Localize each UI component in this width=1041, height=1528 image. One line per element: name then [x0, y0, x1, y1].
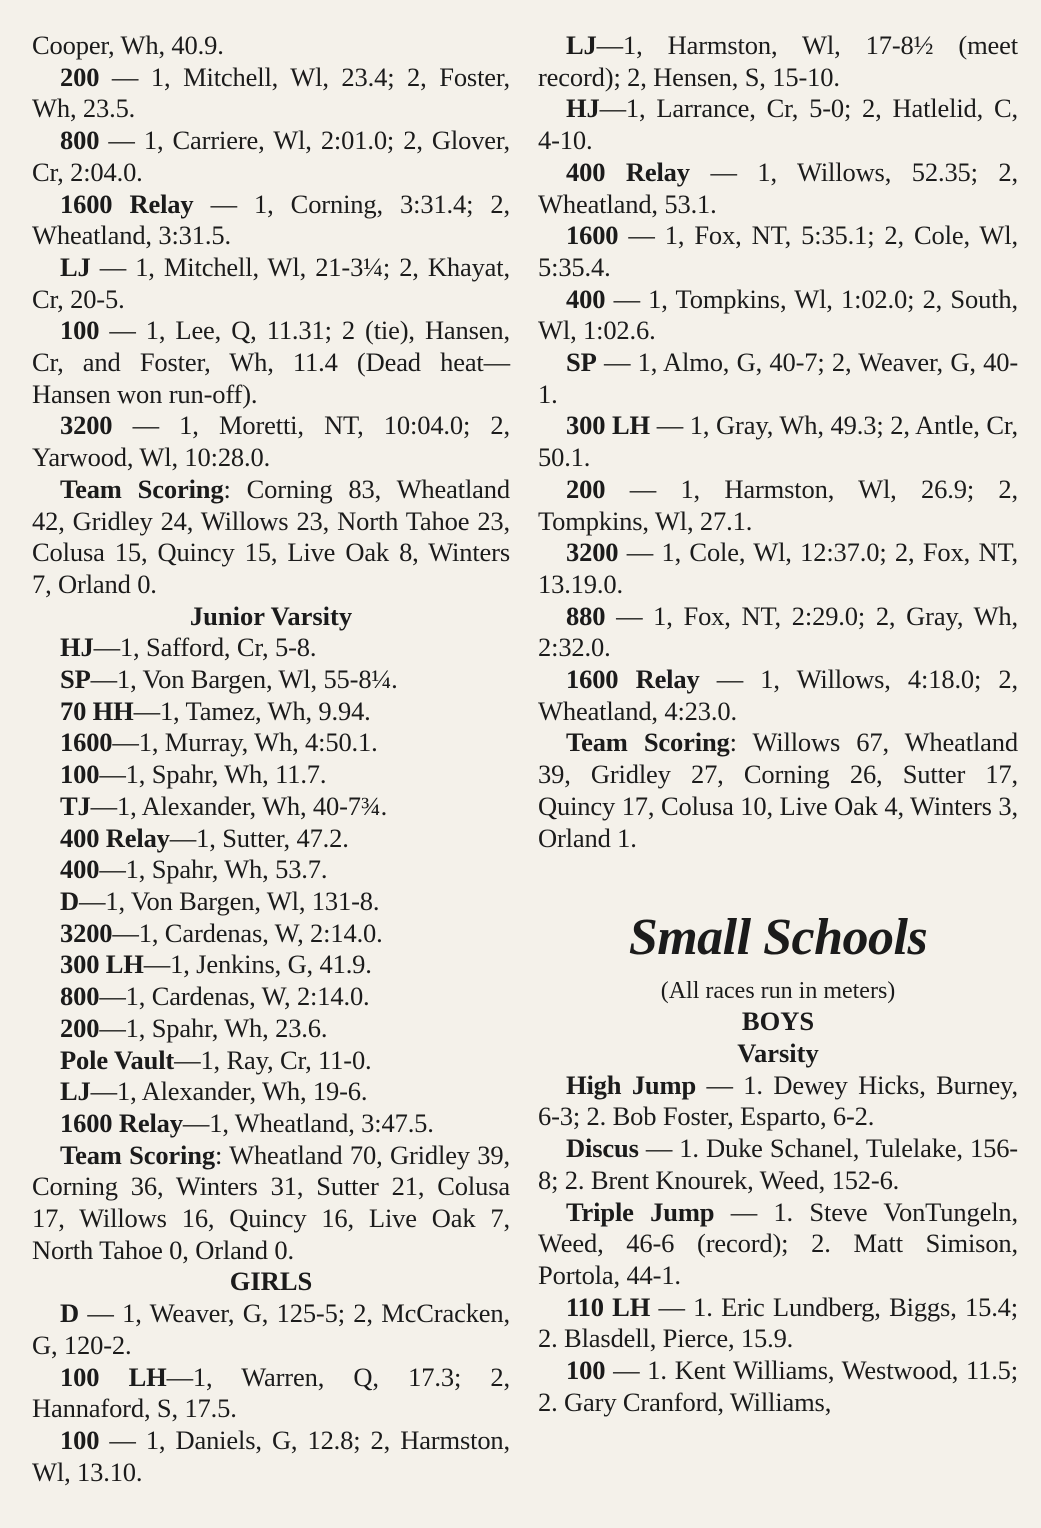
event-label: 200 — [60, 61, 100, 92]
result-text: — 1, Daniels, G, 12.8; 2, Harmston, Wl, 13.10. — [32, 1424, 510, 1487]
result-text: — 1, Fox, NT, 2:29.0; 2, Gray, Wh, 2:32.0. — [538, 600, 1018, 663]
event-label: High Jump — [566, 1069, 697, 1100]
event-label: 100 — [60, 759, 100, 790]
result-text: — 1, Moretti, NT, 10:04.0; 2, Yarwood, Wl, 10:28.0. — [32, 410, 510, 473]
result-entry-200 — [538, 474, 1018, 537]
event-label: HJ — [60, 632, 94, 663]
result-entry-1600 — [32, 727, 510, 759]
event-label: D — [60, 1298, 79, 1329]
result-entry-high-jump — [538, 1070, 1018, 1133]
event-label: Team Scoring — [60, 1139, 215, 1170]
event-label: 70 HH — [60, 695, 134, 726]
result-entry-400-relay — [32, 823, 510, 855]
event-label: 100 — [60, 315, 100, 346]
result-text: — 1. Steve VonTungeln, Weed, 46-6 (record); 2. Matt Simison, Portola, 44-1. — [538, 1196, 1018, 1290]
event-label: 200 — [60, 1012, 100, 1043]
event-label: 110 LH — [566, 1291, 651, 1322]
event-label: 100 — [566, 1355, 606, 1386]
result-text: —1, Ray, Cr, 11-0. — [174, 1044, 372, 1075]
event-label: SP — [60, 664, 91, 695]
result-entry-3200 — [538, 537, 1018, 600]
event-label: 800 — [60, 125, 100, 156]
result-entry-110-lh — [538, 1292, 1018, 1355]
result-entry-300-lh — [32, 949, 510, 981]
event-label: SP — [566, 347, 597, 378]
event-label: Discus — [566, 1133, 639, 1164]
result-text: — 1, Gray, Wh, 49.3; 2, Antle, Cr, 50.1. — [538, 410, 1018, 473]
result-text: — 1, Lee, Q, 11.31; 2 (tie), Hansen, Cr, and Foster, Wh, 11.4 (Dead heat—Hansen won run-off). — [32, 315, 510, 409]
result-entry-d — [32, 886, 510, 918]
event-label: 800 — [60, 981, 100, 1012]
result-text: — 1. Duke Schanel, Tulelake, 156-8; 2. Brent Knourek, Weed, 152-6. — [538, 1133, 1018, 1195]
result-text: —1, Tamez, Wh, 9.94. — [133, 695, 371, 726]
event-label: 3200 — [566, 537, 619, 568]
event-label: LJ — [60, 1076, 91, 1107]
event-label: 100 — [60, 1424, 100, 1455]
section-heading: Varsity — [737, 1037, 819, 1068]
result-text: —1, Von Bargen, Wl, 55-8¼. — [90, 664, 398, 695]
result-text: —1, Safford, Cr, 5-8. — [93, 632, 317, 663]
event-label: 400 Relay — [60, 822, 170, 853]
result-entry-tj — [32, 791, 510, 823]
result-entry-100 — [32, 1425, 510, 1488]
section-heading: Junior Varsity — [189, 600, 353, 631]
event-label: 1600 Relay — [60, 1107, 183, 1138]
event-label: 300 LH — [60, 949, 144, 980]
result-entry-lj — [32, 1076, 510, 1108]
result-entry-300-lh — [538, 410, 1018, 473]
result-entry-400 — [32, 854, 510, 886]
result-entry-hj — [32, 632, 510, 664]
result-entry-d — [32, 1298, 510, 1361]
result-text: —1, Jenkins, G, 41.9. — [143, 949, 372, 980]
result-text: : Wheatland 70, Gridley 39, Corning 36, Winters 31, Sutter 21, Colusa 17, Willows 16, Quincy 16, Live Oak 7, North Tahoe 0, Orland 0. — [32, 1139, 510, 1265]
result-entry-100 — [32, 759, 510, 791]
event-label: 400 — [60, 854, 100, 885]
result-entry-1600-relay — [32, 1108, 510, 1140]
result-entry-100 — [32, 315, 510, 410]
result-entry-3200 — [32, 918, 510, 950]
result-entry-lj — [32, 252, 510, 315]
result-entry-100 — [538, 1355, 1018, 1418]
result-entry-400-relay — [538, 157, 1018, 220]
result-text: — 1, Weaver, G, 125-5; 2, McCracken, G, 120-2. — [32, 1298, 510, 1360]
event-label: 880 — [566, 600, 606, 631]
result-entry-team-scoring — [32, 474, 510, 601]
result-text: — 1, Fox, NT, 5:35.1; 2, Cole, Wl, 5:35.4. — [538, 220, 1018, 282]
result-text: —1, Cardenas, W, 2:14.0. — [99, 981, 370, 1012]
event-label: 3200 — [60, 410, 113, 441]
event-label: D — [60, 885, 79, 916]
result-entry-800 — [32, 125, 510, 188]
event-label: 1600 — [566, 220, 619, 251]
result-text: — 1, Harmston, Wl, 26.9; 2, Tompkins, Wl, 27.1. — [538, 473, 1018, 536]
result-entry-400 — [538, 284, 1018, 347]
left-column — [32, 30, 510, 1488]
result-text: — 1, Almo, G, 40-7; 2, Weaver, G, 40-1. — [538, 347, 1018, 409]
result-text: —1, Warren, Q, 17.3; 2, Hannaford, S, 17.5. — [32, 1361, 510, 1424]
event-label: 100 LH — [60, 1361, 167, 1392]
section-heading: GIRLS — [229, 1266, 313, 1297]
result-text: : Corning 83, Wheatland 42, Gridley 24, Willows 23, North Tahoe 23, Colusa 15, Quincy 15, Live Oak 8, Winters 7, Orland 0. — [32, 473, 510, 599]
result-entry-70-hh — [32, 696, 510, 728]
result-text: : Willows 67, Wheatland 39, Gridley 27, Corning 26, Sutter 17, Quincy 17, Colusa 10, Live Oak 4, Winters 3, Orland 1. — [538, 727, 1018, 853]
event-label: 200 — [566, 473, 606, 504]
result-text: — 1, Corning, 3:31.4; 2, Wheatland, 3:31.5. — [32, 188, 510, 251]
result-entry-team-scoring — [32, 1140, 510, 1267]
right-column — [538, 30, 1018, 1418]
section-note: (All races run in meters) — [660, 978, 896, 1005]
result-entry-1600 — [538, 220, 1018, 283]
result-text: —1, Larrance, Cr, 5-0; 2, Hatlelid, C, 4-10. — [538, 93, 1018, 156]
result-entry-200 — [32, 62, 510, 125]
result-entry-hj — [538, 93, 1018, 156]
result-text: — 1, Mitchell, Wl, 21-3¼; 2, Khayat, Cr, 20-5. — [32, 251, 510, 314]
result-text: —1, Spahr, Wh, 11.7. — [99, 759, 327, 790]
result-text: —1, Von Bargen, Wl, 131-8. — [79, 885, 380, 916]
event-label: Triple Jump — [566, 1196, 715, 1227]
result-text: — 1, Cole, Wl, 12:37.0; 2, Fox, NT, 13.19.0. — [538, 537, 1018, 599]
result-text: — 1, Mitchell, Wl, 23.4; 2, Foster, Wh, 23.5. — [32, 61, 510, 124]
result-text: —1, Wheatland, 3:47.5. — [182, 1107, 434, 1138]
result-entry-800 — [32, 981, 510, 1013]
result-entry-3200 — [32, 410, 510, 473]
result-entry-1600-relay — [32, 189, 510, 252]
event-label: Pole Vault — [60, 1044, 175, 1075]
result-entry-triple-jump — [538, 1197, 1018, 1292]
result-text: —1, Murray, Wh, 4:50.1. — [112, 727, 378, 758]
result-text: —1, Cardenas, W, 2:14.0. — [112, 917, 383, 948]
result-text: —1, Sutter, 47.2. — [169, 822, 349, 853]
result-text: — 1, Willows, 52.35; 2, Wheatland, 53.1. — [538, 156, 1018, 219]
result-text: —1, Spahr, Wh, 53.7. — [99, 854, 328, 885]
result-text: Cooper, Wh, 40.9. — [32, 30, 224, 60]
event-label: LJ — [60, 251, 91, 282]
result-entry — [32, 30, 510, 62]
result-text: —1, Harmston, Wl, 17-8½ (meet record); 2, Hensen, S, 15-10. — [538, 30, 1018, 92]
result-entry-sp — [32, 664, 510, 696]
result-entry-sp — [538, 347, 1018, 410]
event-label: HJ — [566, 93, 600, 124]
event-label: Team Scoring — [566, 727, 730, 758]
result-text: —1, Spahr, Wh, 23.6. — [99, 1012, 328, 1043]
event-label: 1600 Relay — [566, 664, 700, 695]
result-entry-discus — [538, 1133, 1018, 1196]
result-entry-880 — [538, 601, 1018, 664]
result-entry-team-scoring — [538, 727, 1018, 854]
section-title: Small Schools — [628, 909, 928, 967]
result-text: — 1. Dewey Hicks, Burney, 6-3; 2. Bob Foster, Esparto, 6-2. — [538, 1069, 1018, 1132]
event-label: 1600 Relay — [60, 188, 194, 219]
result-text: —1, Alexander, Wh, 19-6. — [90, 1076, 368, 1107]
result-entry-lj — [538, 30, 1018, 93]
event-label: 400 — [566, 283, 606, 314]
section-heading: BOYS — [741, 1006, 815, 1037]
event-label: 300 LH — [566, 410, 650, 441]
event-label: Team Scoring — [60, 473, 224, 504]
result-entry-1600-relay — [538, 664, 1018, 727]
result-entry-pole-vault — [32, 1045, 510, 1077]
event-label: 1600 — [60, 727, 113, 758]
result-text: — 1, Tompkins, Wl, 1:02.0; 2, South, Wl, 1:02.6. — [538, 283, 1018, 346]
event-label: TJ — [60, 790, 91, 821]
result-text: — 1, Willows, 4:18.0; 2, Wheatland, 4:23.0. — [538, 664, 1018, 726]
result-entry-100-lh — [32, 1362, 510, 1425]
result-text: — 1, Carriere, Wl, 2:01.0; 2, Glover, Cr, 2:04.0. — [32, 125, 510, 187]
result-entry-200 — [32, 1013, 510, 1045]
event-label: 3200 — [60, 917, 113, 948]
result-text: — 1. Eric Lundberg, Biggs, 15.4; 2. Blasdell, Pierce, 15.9. — [538, 1291, 1018, 1354]
result-text: —1, Alexander, Wh, 40-7¾. — [90, 790, 388, 821]
result-text: — 1. Kent Williams, Westwood, 11.5; 2. Gary Cranford, Williams, — [538, 1355, 1018, 1417]
event-label: LJ — [566, 30, 597, 60]
event-label: 400 Relay — [566, 156, 690, 187]
